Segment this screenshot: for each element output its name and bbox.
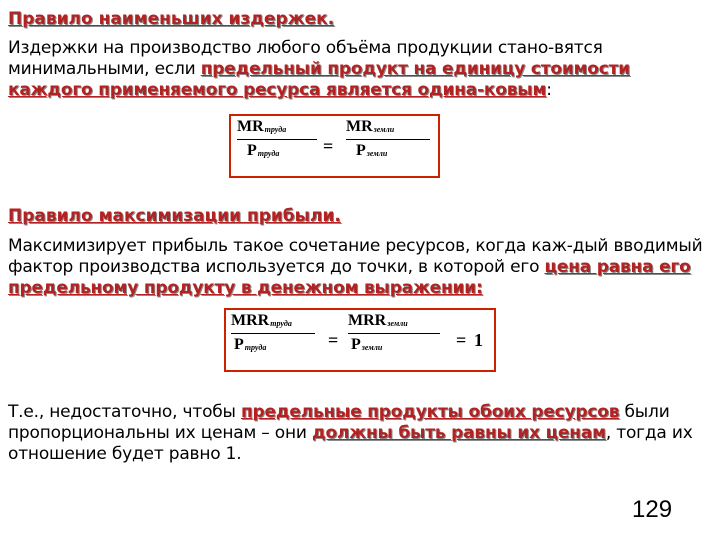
formula-profit-max — [224, 308, 496, 372]
heading-profit-max-rule: Правило максимизации прибыли. — [8, 206, 341, 226]
conclusion-highlight-equal-prices: должны быть равны их ценам — [311, 423, 606, 443]
formula2-right-denominator: Pземли — [351, 336, 383, 353]
least-cost-rule-text — [8, 38, 708, 101]
least-cost-highlight: предельный продукт на единицу стоимости каждого применяемого ресурса является одина-ковым — [8, 59, 630, 100]
formula1-right-bar — [346, 139, 430, 140]
formula1-left-denominator: Pтруда — [247, 142, 280, 159]
formula2-left-numerator: MRRтруда — [231, 312, 292, 329]
formula2-equals-second: = — [456, 330, 467, 350]
least-cost-text-start: Издержки на производство любого объёма продукции стано-вятся минимальными, если — [8, 38, 603, 79]
least-cost-text-end: : — [546, 80, 552, 100]
conclusion-text — [8, 402, 708, 465]
profit-max-rule-text — [8, 236, 708, 299]
formula1-right-numerator: MRземли — [346, 118, 395, 135]
formula2-left-denominator: Pтруда — [234, 336, 267, 353]
formula1-equals: = — [323, 136, 334, 156]
formula2-equals: = — [328, 330, 339, 350]
conclusion-text-end: , тогда их отношение будет равно 1. — [8, 423, 693, 464]
formula2-right-numerator: MRRземли — [348, 312, 408, 329]
formula1-left-numerator: MRтруда — [237, 118, 287, 135]
formula2-right-bar — [348, 333, 440, 334]
conclusion-text-middle: были пропорциональны их ценам – они — [8, 402, 670, 443]
formula2-left-bar — [231, 333, 315, 334]
conclusion-text-start: Т.е., недостаточно, чтобы — [8, 402, 241, 422]
formula1-right-denominator: Pземли — [356, 142, 388, 159]
heading-least-cost-rule: Правило наименьших издержек. — [8, 9, 335, 29]
formula1-left-bar — [237, 139, 317, 140]
conclusion-highlight-marginal-products: предельные продукты обоих ресурсов — [240, 402, 620, 422]
page-number: 129 — [632, 496, 673, 523]
profit-max-highlight: цена равна его предельному продукту в денежном выражении: — [8, 257, 691, 298]
formula2-result: 1 — [474, 330, 483, 350]
profit-max-text-start: Максимизирует прибыль такое сочетание ресурсов, когда каж-дый вводимый фактор производства используется до точки, в которой его — [8, 236, 703, 277]
formula-least-cost — [229, 114, 440, 178]
